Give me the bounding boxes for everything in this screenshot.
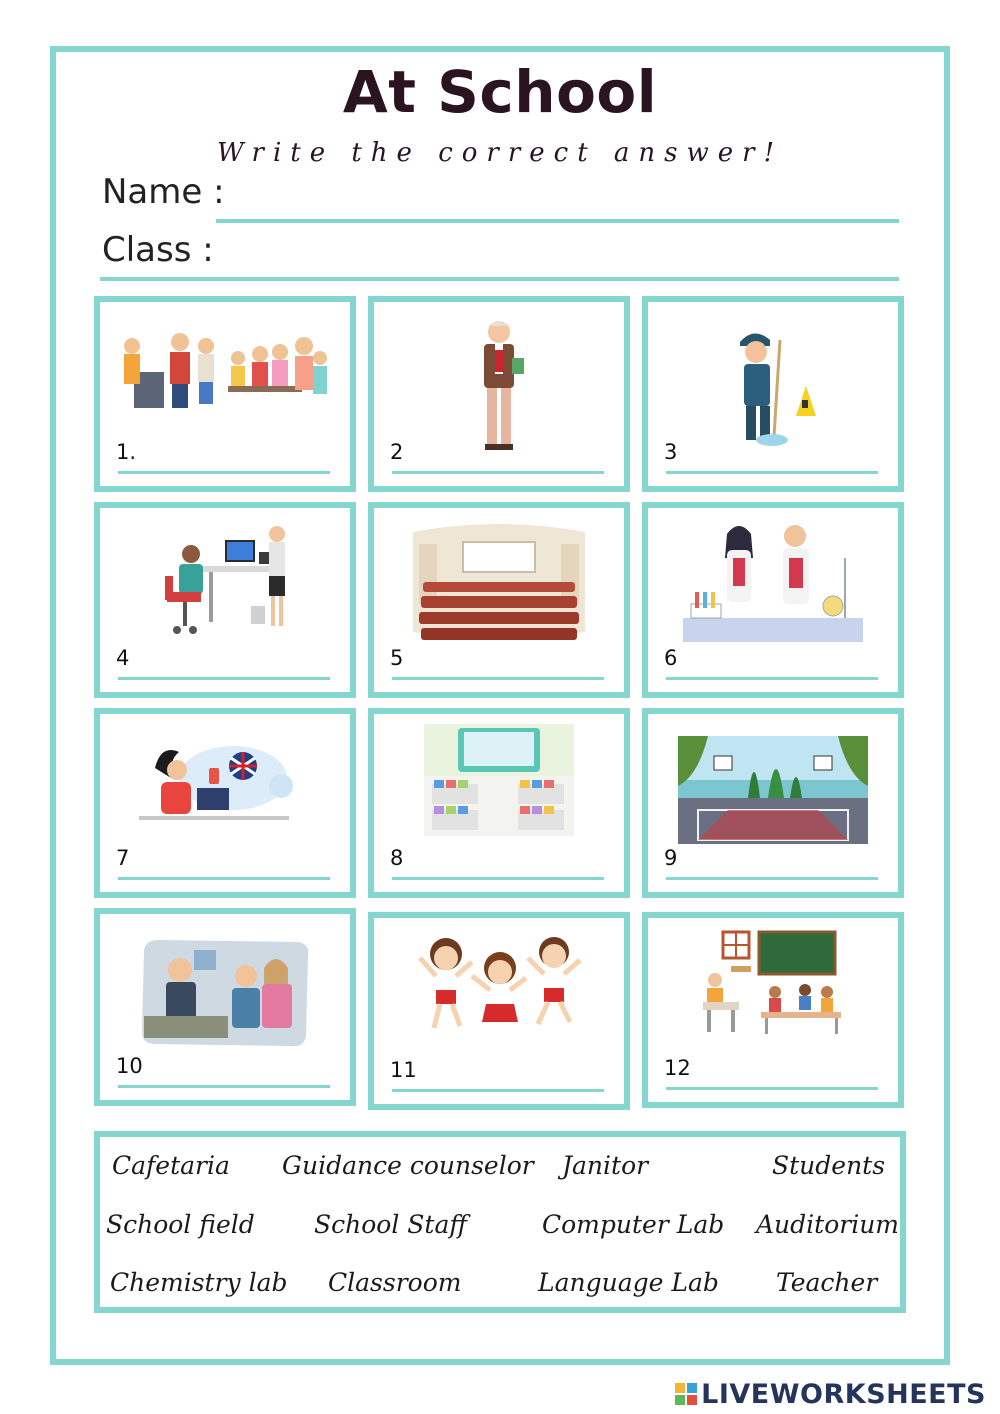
footer-brand: LIVEWORKSHEETS — [701, 1378, 986, 1410]
word-bank-item: Computer Lab — [542, 1210, 725, 1239]
card-number: 4 — [116, 646, 130, 670]
picture-card-6 — [642, 502, 904, 698]
answer-line[interactable] — [118, 677, 330, 680]
answer-line[interactable] — [392, 1089, 604, 1092]
picture-card-3 — [642, 296, 904, 492]
answer-line[interactable] — [118, 471, 330, 474]
language-lab-icon — [135, 738, 315, 834]
picture-card-7 — [94, 708, 356, 898]
picture-card-9 — [642, 708, 904, 898]
picture-card-10 — [94, 908, 356, 1106]
janitor-icon — [718, 326, 828, 452]
card-number: 1. — [116, 440, 137, 464]
classroom-icon — [703, 930, 843, 1040]
word-bank-item: Chemistry lab — [110, 1268, 288, 1297]
answer-line[interactable] — [392, 677, 604, 680]
word-bank-item: Janitor — [562, 1151, 649, 1180]
liveworksheets-logo[interactable] — [675, 1378, 986, 1410]
picture-card-1 — [94, 296, 356, 492]
cafeteria-students-icon — [120, 324, 330, 414]
answer-line[interactable] — [392, 877, 604, 880]
picture-card-2 — [368, 296, 630, 492]
word-bank-item: Students — [772, 1151, 886, 1180]
card-number: 3 — [664, 440, 678, 464]
answer-line[interactable] — [666, 677, 878, 680]
word-bank-item: School field — [106, 1210, 255, 1239]
name-answer-line[interactable] — [216, 219, 899, 223]
name-label: Name : — [102, 172, 225, 212]
word-bank-item: Auditorium — [756, 1210, 900, 1239]
class-label: Class : — [102, 230, 214, 270]
teacher-icon — [454, 316, 544, 456]
answer-line[interactable] — [118, 1085, 330, 1088]
word-bank-item: Cafetaria — [112, 1151, 230, 1180]
auditorium-icon — [413, 522, 585, 648]
picture-card-8 — [368, 708, 630, 898]
word-bank — [94, 1131, 906, 1313]
computer-lab-icon — [424, 724, 574, 836]
school-field-icon — [678, 736, 868, 844]
liveworksheets-logo-icon — [675, 1383, 697, 1405]
picture-card-5 — [368, 502, 630, 698]
picture-card-12 — [642, 912, 904, 1108]
answer-line[interactable] — [666, 1087, 878, 1090]
card-number: 10 — [116, 1054, 143, 1078]
card-number: 5 — [390, 646, 404, 670]
card-number: 9 — [664, 846, 678, 870]
word-bank-item: Guidance counselor — [282, 1151, 534, 1180]
word-bank-item: Teacher — [776, 1268, 878, 1297]
answer-line[interactable] — [666, 877, 878, 880]
word-bank-item: Classroom — [328, 1268, 462, 1297]
card-number: 8 — [390, 846, 404, 870]
page-subtitle: Write the correct answer! — [216, 138, 784, 168]
card-number: 2 — [390, 440, 404, 464]
picture-card-11 — [368, 912, 630, 1110]
page-title: At School — [342, 58, 658, 126]
students-icon — [414, 936, 584, 1040]
answer-line[interactable] — [392, 471, 604, 474]
card-number: 12 — [664, 1056, 691, 1080]
card-number: 6 — [664, 646, 678, 670]
answer-line[interactable] — [118, 877, 330, 880]
office-staff-icon — [155, 520, 295, 640]
answer-line[interactable] — [666, 471, 878, 474]
class-answer-line[interactable] — [100, 277, 899, 281]
word-bank-item: Language Lab — [538, 1268, 719, 1297]
guidance-counselor-icon — [138, 940, 312, 1048]
card-number: 11 — [390, 1058, 417, 1082]
word-bank-item: School Staff — [314, 1210, 468, 1239]
picture-card-4 — [94, 502, 356, 698]
card-number: 7 — [116, 846, 130, 870]
chemistry-lab-icon — [683, 518, 863, 644]
